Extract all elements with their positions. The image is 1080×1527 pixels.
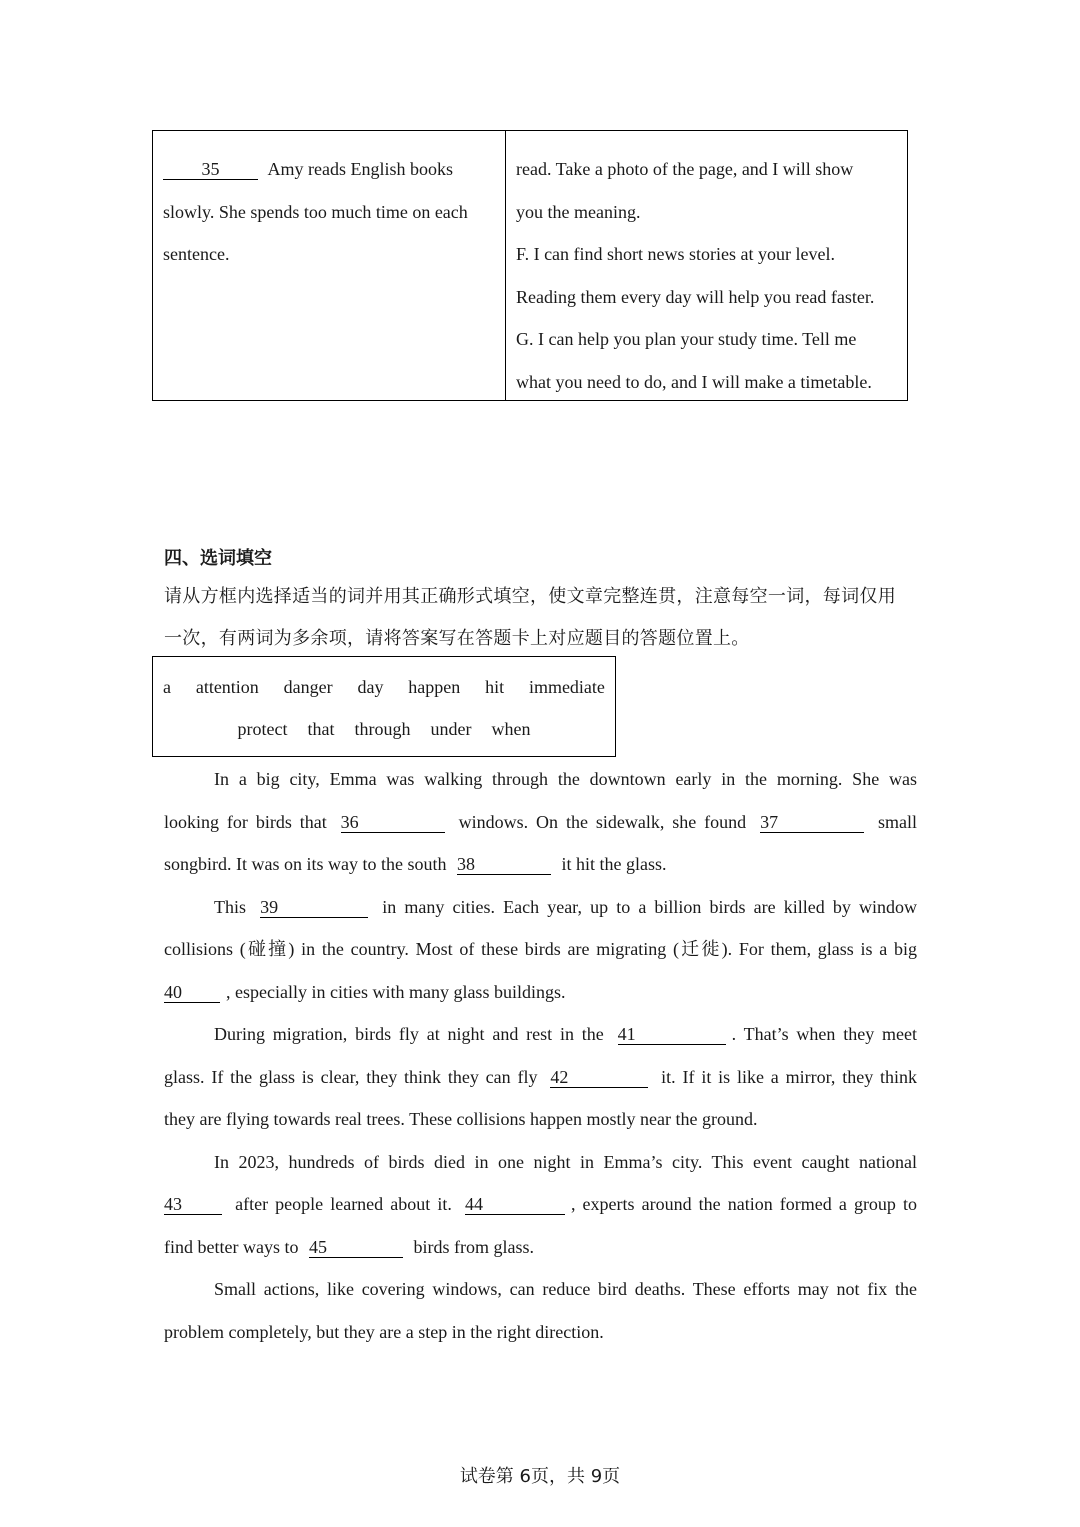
text: windows. On the sidewalk, she found [458, 811, 747, 832]
passage [164, 758, 917, 1353]
text-line: problem completely, but they are a step in the right direction. [164, 1321, 604, 1342]
word-option: danger [283, 677, 333, 697]
instructions [164, 576, 918, 660]
word-option: that [307, 719, 335, 739]
option-g: G. I can help you plan your study time. Tell me [516, 329, 857, 349]
word-option: when [491, 719, 531, 739]
text: in many cities. Each year, up to a billion birds are killed by window [382, 896, 917, 917]
word-option: day [357, 677, 384, 697]
text: songbird. It was on its way to the south [164, 854, 447, 874]
instruction-line: 一次，有两词为多余项，请将答案写在答题卡上对应题目的答题位置上。 [164, 628, 750, 649]
text: . That’s when they meet [731, 1024, 917, 1044]
option-text: you the meaning. [516, 201, 641, 222]
blank-40[interactable]: 40 [164, 982, 220, 1003]
page-footer: 试卷第 6页，共 9页 [459, 1466, 621, 1487]
word-option: happen [408, 677, 461, 697]
text-line: In 2023, hundreds of birds died in one night in Emma’s city. This event caught national [214, 1151, 917, 1172]
options-table [152, 130, 908, 401]
text-line: Small actions, like covering windows, can reduce bird deaths. These efforts may not fix the [214, 1279, 917, 1299]
text: birds from glass. [413, 1236, 534, 1257]
option-text: what you need to do, and I will make a timetable. [516, 371, 872, 392]
word-box [152, 656, 616, 757]
paragraph-2 [164, 886, 917, 1014]
blank-42[interactable]: 42 [550, 1067, 648, 1088]
text: after people learned about it. [235, 1194, 452, 1214]
table-left-cell [153, 131, 506, 400]
instruction-line: 请从方框内选择适当的词并用其正确形式填空，使文章完整连贯，注意每空一词，每词仅用 [164, 586, 896, 607]
text: glass. If the glass is clear, they think they can fly [164, 1066, 538, 1087]
blank-38[interactable]: 38 [457, 854, 551, 875]
blank-41[interactable]: 41 [618, 1024, 726, 1045]
word-option: under [430, 719, 472, 739]
paragraph-3 [164, 1013, 917, 1141]
text: , especially in cities with many glass buildings. [226, 981, 566, 1002]
text: During migration, birds fly at night and rest in the [214, 1024, 604, 1044]
option-text: Reading them every day will help you read faster. [516, 286, 875, 307]
section-title: 四、选词填空 [164, 548, 272, 569]
word-option: attention [195, 677, 259, 697]
text: it. If it is like a mirror, they think [661, 1066, 918, 1087]
text: sentence. [163, 244, 230, 264]
text: This [214, 896, 247, 917]
blank-44[interactable]: 44 [465, 1194, 565, 1215]
text-line: collisions (碰撞) in the country. Most of these birds are migrating (迁徙). For them, glass is a big [164, 939, 917, 959]
text: small [878, 811, 918, 832]
blank-43[interactable]: 43 [164, 1194, 222, 1215]
text: , experts around the nation formed a group to [570, 1194, 918, 1214]
option-text: read. Take a photo of the page, and I will show [516, 159, 854, 179]
text: it hit the glass. [561, 854, 667, 874]
text: slowly. She spends too much time on each [163, 201, 468, 222]
word-option: a [163, 677, 171, 697]
option-f: F. I can find short news stories at your level. [516, 244, 835, 264]
text-line: they are flying towards real trees. These collisions happen mostly near the ground. [164, 1109, 758, 1129]
text: find better ways to [164, 1236, 299, 1257]
word-option: hit [485, 677, 505, 697]
paragraph-5 [164, 1268, 917, 1353]
blank-39[interactable]: 39 [260, 897, 368, 918]
blank-36[interactable]: 36 [341, 812, 445, 833]
word-option: immediate [528, 677, 605, 697]
table-right-cell [506, 131, 907, 400]
paragraph-4 [164, 1141, 917, 1269]
word-option: protect [237, 719, 288, 739]
blank-35[interactable]: 35 [163, 159, 258, 180]
blank-45[interactable]: 45 [309, 1237, 403, 1258]
word-option: through [354, 719, 411, 739]
text-line: In a big city, Emma was walking through the downtown early in the morning. She was [214, 769, 917, 789]
text: looking for birds that [164, 811, 327, 832]
text: Amy reads English books [267, 159, 453, 179]
blank-37[interactable]: 37 [760, 812, 864, 833]
paragraph-1 [164, 758, 917, 886]
